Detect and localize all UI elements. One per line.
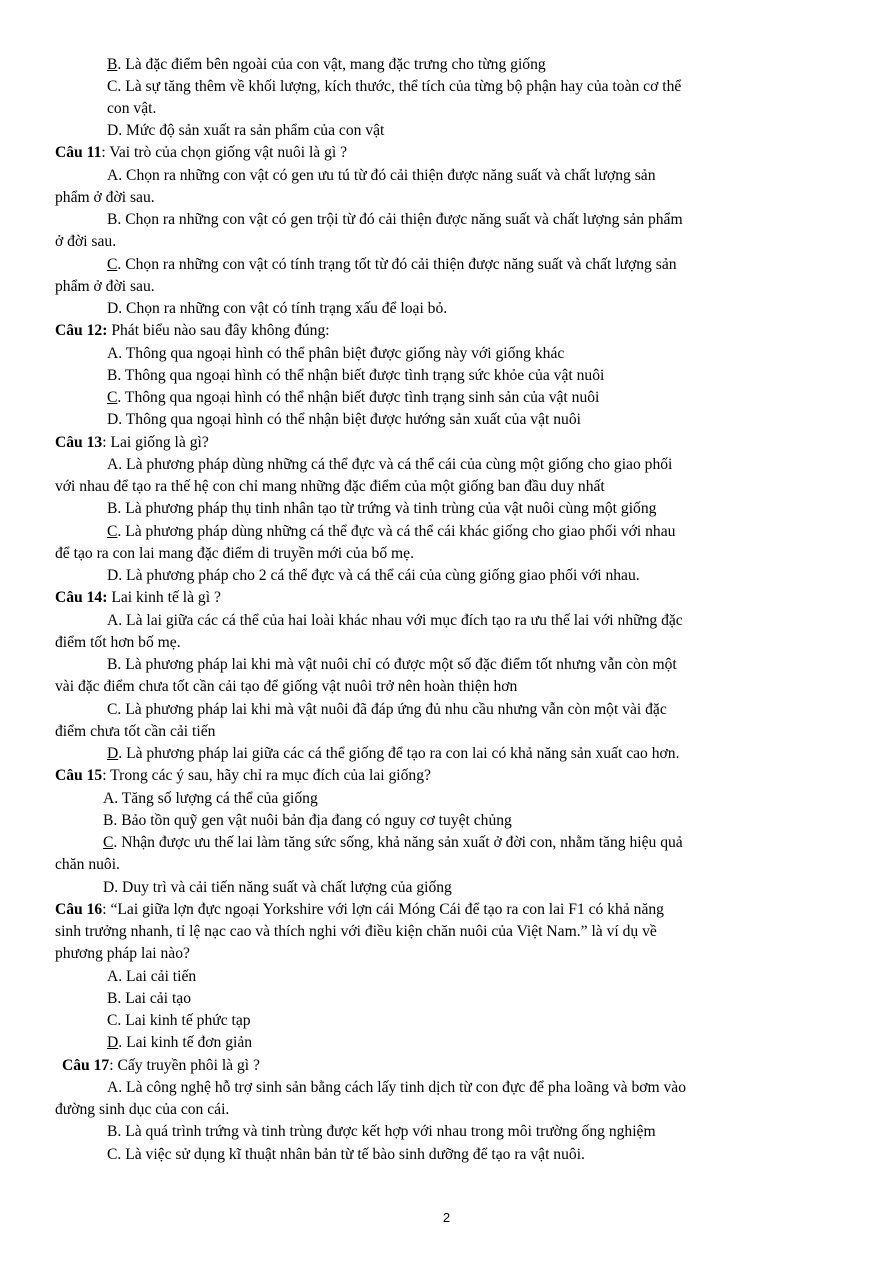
answer-line: ở đời sau. — [55, 233, 117, 250]
answer-line: B. Là phương pháp thụ tinh nhân tạo từ trứng và tinh trùng của vật nuôi cùng một giống — [107, 500, 657, 517]
answer-line: D. Mức độ sản xuất ra sản phẩm của con vật — [107, 122, 385, 139]
question-line: Câu 14: Lai kinh tế là gì ? — [55, 589, 221, 606]
answer-line: D. Thông qua ngoại hình có thể nhận biệt được hướng sản xuất của vật nuôi — [107, 411, 581, 428]
answer-line: C. Là phương pháp lai khi mà vật nuôi đã đáp ứng đủ nhu cầu nhưng vẫn còn một vài đặc — [107, 701, 667, 718]
question-line: Câu 15: Trong các ý sau, hãy chỉ ra mục đích của lai giống? — [55, 767, 431, 784]
answer-line: D. Là phương pháp cho 2 cá thể đực và cá thể cái của cùng giống giao phối với nhau. — [107, 567, 640, 584]
answer-line: để tạo ra con lai mang đặc điểm di truyền mới của bố mẹ. — [55, 545, 414, 562]
question-line: sinh trưởng nhanh, tỉ lệ nạc cao và thích nghi với điều kiện chăn nuôi của Việt Nam.” là ví dụ về — [55, 923, 657, 940]
answer-line: phẩm ở đời sau. — [55, 278, 155, 295]
answer-line: B. Thông qua ngoại hình có thể nhận biết được tình trạng sức khỏe của vật nuôi — [107, 367, 605, 384]
question-line: Câu 12: Phát biểu nào sau đây không đúng: — [55, 322, 330, 339]
answer-line: D. Chọn ra những con vật có tính trạng xấu để loại bỏ. — [107, 300, 448, 317]
answer-line: D. Là phương pháp lai giữa các cá thể giống để tạo ra con lai có khả năng sản xuất cao hơn. — [107, 745, 680, 762]
answer-line: B. Chọn ra những con vật có gen trội từ đó cải thiện được năng suất và chất lượng sản phẩm — [107, 211, 683, 228]
answer-line: A. Lai cải tiến — [107, 968, 197, 985]
answer-line: C. Thông qua ngoại hình có thể nhận biết được tình trạng sinh sản của vật nuôi — [107, 389, 600, 406]
answer-line: D. Lai kinh tế đơn giản — [107, 1034, 253, 1051]
answer-line: C. Chọn ra những con vật có tính trạng tốt từ đó cải thiện được năng suất và chất lượng sản — [107, 256, 677, 273]
answer-line: A. Chọn ra những con vật có gen ưu tú từ đó cải thiện được năng suất và chất lượng sản — [107, 167, 656, 184]
answer-line: A. Là công nghệ hỗ trợ sinh sản bằng cách lấy tinh dịch từ con đực để pha loãng và bơm vào — [107, 1079, 687, 1096]
answer-line: đường sinh dục của con cái. — [55, 1101, 230, 1118]
page-number: 2 — [442, 1210, 451, 1225]
answer-line: B. Bảo tồn quỹ gen vật nuôi bản địa đang có nguy cơ tuyệt chủng — [103, 812, 512, 829]
answer-line: B. Là đặc điểm bên ngoài của con vật, mang đặc trưng cho từng giống — [107, 56, 546, 73]
answer-line: A. Thông qua ngoại hình có thể phân biệt được giống này với giống khác — [107, 345, 565, 362]
answer-line: B. Là phương pháp lai khi mà vật nuôi chỉ có được một số đặc điểm tốt nhưng vẫn còn một — [107, 656, 677, 673]
answer-line: C. Nhận được ưu thế lai làm tăng sức sống, khả năng sản xuất ở đời con, nhằm tăng hiệu quả — [103, 834, 683, 851]
answer-line: A. Là phương pháp dùng những cá thể đực và cá thể cái của cùng một giống cho giao phối — [107, 456, 673, 473]
question-line: phương pháp lai nào? — [55, 945, 190, 962]
answer-line: C. Lai kinh tế phức tạp — [107, 1012, 251, 1029]
answer-line: phẩm ở đời sau. — [55, 189, 155, 206]
answer-line: chăn nuôi. — [55, 856, 120, 873]
answer-line: con vật. — [107, 100, 157, 117]
answer-line: điểm tốt hơn bố mẹ. — [55, 634, 181, 651]
answer-line: B. Là quá trình trứng và tinh trùng được kết hợp với nhau trong môi trường ống nghiệm — [107, 1123, 656, 1140]
question-line: Câu 16: “Lai giữa lợn đực ngoại Yorkshire với lợn cái Móng Cái để tạo ra con lai F1 có khả năng — [55, 901, 664, 918]
question-line: Câu 13: Lai giống là gì? — [55, 434, 209, 451]
answer-line: B. Lai cải tạo — [107, 990, 191, 1007]
answer-line: điểm chưa tốt cần cải tiến — [55, 723, 216, 740]
answer-line: vài đặc điểm chưa tốt cần cải tạo để giống vật nuôi trở nên hoàn thiện hơn — [55, 678, 518, 695]
answer-line: C. Là phương pháp dùng những cá thể đực và cá thể cái khác giống cho giao phối với nhau — [107, 523, 676, 540]
question-line: Câu 11: Vai trò của chọn giống vật nuôi là gì ? — [55, 144, 348, 161]
answer-line: C. Là việc sử dụng kĩ thuật nhân bản từ tế bào sinh dưỡng để tạo ra vật nuôi. — [107, 1146, 585, 1163]
answer-line: A. Tăng số lượng cá thể của giống — [103, 790, 318, 807]
answer-line: A. Là lai giữa các cá thể của hai loài khác nhau với mục đích tạo ra ưu thế lai với những đặc — [107, 612, 683, 629]
answer-line: C. Là sự tăng thêm về khối lượng, kích thước, thể tích của từng bộ phận hay của toàn cơ thể — [107, 78, 682, 95]
question-line: Câu 17: Cấy truyền phôi là gì ? — [62, 1057, 260, 1074]
answer-line: với nhau để tạo ra thế hệ con chỉ mang những đặc điểm của một giống ban đầu duy nhất — [55, 478, 605, 495]
answer-line: D. Duy trì và cải tiến năng suất và chất lượng của giống — [103, 879, 452, 896]
